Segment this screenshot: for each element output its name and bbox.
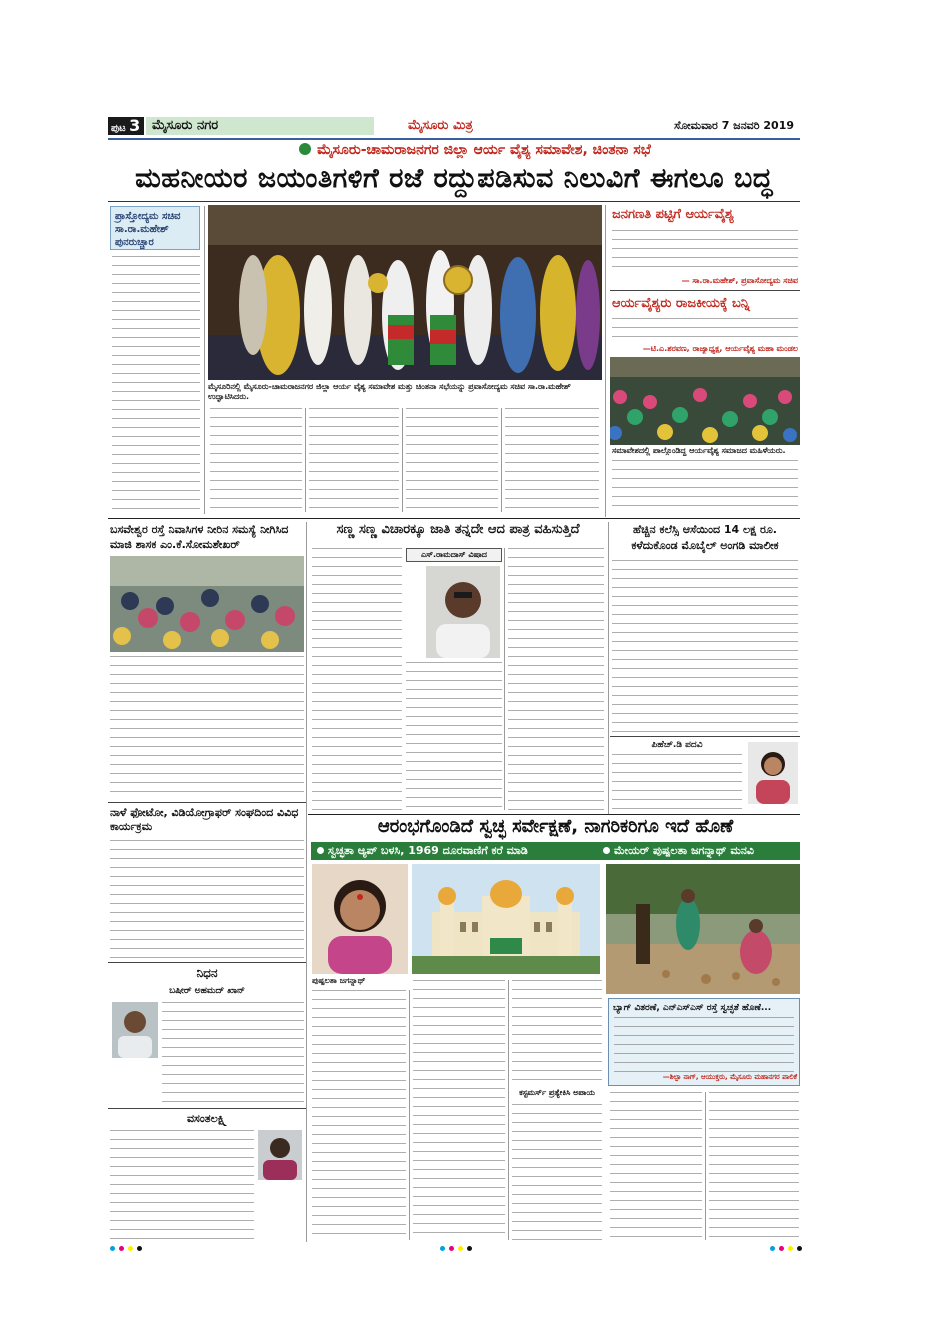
sidebar-census-title-text: ಜನಗಣತಿ ಪಟ್ಟಿಗೆ ಆರ್ಯವೈಶ್ಯ [612, 207, 734, 222]
column-rule [409, 990, 410, 1240]
sidebar-women-photo [610, 357, 800, 445]
kicker-bullet-icon [299, 143, 311, 155]
phd-credit: ಪಿಹೆಚ್.ಡಿ ಪದವಿ [651, 740, 703, 750]
registration-dots-right [770, 1246, 802, 1251]
mobile-shop-text [612, 560, 798, 732]
swachh-band [311, 842, 800, 860]
lead-kicker [185, 142, 765, 164]
basaveshwara-text [110, 656, 304, 798]
registration-dots-left [110, 1246, 142, 1251]
swachh-column-4-text [610, 1092, 702, 1240]
page-number: 3 [129, 116, 141, 135]
swachh-column-1-text [312, 990, 406, 1240]
page-label: ಪುಟ [111, 123, 126, 134]
column-rule [705, 1092, 706, 1240]
street-cleaning-photo [606, 864, 800, 994]
lead-byline-box [110, 206, 200, 250]
photographers-title [110, 806, 304, 836]
column-rule [306, 522, 307, 1242]
cyan-dot-icon [110, 1246, 115, 1251]
mobile-shop-title [612, 522, 798, 556]
column-rule [605, 205, 606, 517]
column-rule [608, 522, 609, 814]
bag-distribution-box [608, 998, 800, 1086]
column-rule [204, 206, 205, 514]
caste-column-3-text [508, 548, 604, 810]
mayor-photo [312, 864, 408, 974]
black-dot-icon [797, 1246, 802, 1251]
photographers-text [110, 840, 304, 958]
bag-box-text [614, 1017, 794, 1073]
sidebar-census-title [612, 207, 798, 227]
swachh-column-3b-text [512, 1104, 602, 1240]
column-rule [508, 980, 509, 1240]
phd-text [612, 754, 742, 810]
swachh-band-right [603, 842, 754, 860]
bag-box-title: ಬ್ಯಾಗ್ ವಿತರಣೆ, ಎನ್ಎಸ್ಎಸ್ ರಸ್ತೆ ಸ್ವಚ್ಛತೆ ಹೊಣೆ... [613, 1003, 772, 1013]
yellow-dot-icon [458, 1246, 463, 1251]
swachh-column-3-text [512, 980, 602, 1084]
obituary-text [162, 1002, 304, 1104]
mayor-caption: ಪುಷ್ಪಲತಾ ಜಗನ್ನಾಥ್ [312, 976, 366, 985]
yellow-dot-icon [128, 1246, 133, 1251]
sidebar-women-text [612, 460, 798, 514]
phd-photo-graphic [748, 742, 798, 804]
lead-photo [208, 205, 602, 380]
swachh-headline-text: ಆರಂಭಗೊಂಡಿದೆ ಸ್ವಚ್ಛ ಸರ್ವೇಕ್ಷಣೆ, ನಾಗರಿಕರಿಗೂ ಇದೆ ಹೊಣೆ [377, 816, 734, 837]
story-rule [108, 802, 306, 803]
section-title: ಮೈಸೂರು ನಗರ [146, 117, 374, 135]
swachh-band-right-text: ಮೇಯರ್ ಪುಷ್ಪಲತಾ ಜಗನ್ನಾಥ್ ಮನವಿ [614, 844, 755, 857]
lead-column-5-text [505, 408, 599, 512]
sidebar-rule [610, 290, 800, 291]
sidebar-politics-credit: —ಟಿ.ಎ.ಶರವಣ, ರಾಜ್ಯಾಧ್ಯಕ್ಷ, ಆರ್ಯವೈಶ್ಯ ಮಹಾ ಮಂಡಲ [642, 344, 798, 353]
obituary-two-text [110, 1130, 254, 1240]
section-divider [308, 814, 800, 815]
sidebar-census-credit: — ಸಾ.ರಾ.ಮಹೇಶ್, ಪ್ರವಾಸೋದ್ಯಮ ಸಚಿವ [681, 276, 798, 285]
caste-title [310, 522, 606, 542]
water-queue-photo [110, 556, 304, 652]
column-rule [305, 408, 306, 512]
swachh-band-left-text: ಸ್ವಚ್ಛತಾ ಆ್ಯಪ್ ಬಳಸಿ, 1969 ದೂರವಾಣಿಗೆ ಕರೆ ಮಾಡಿ [328, 844, 528, 857]
city-hall-photo [412, 864, 600, 974]
caste-title-text: ಸಣ್ಣ ಸಣ್ಣ ವಿಚಾರಕ್ಕೂ ಜಾತಿ ತನ್ನದೇ ಆದ ಪಾತ್ರ ವಹಿಸುತ್ತಿದೆ [336, 522, 580, 537]
yellow-dot-icon [788, 1246, 793, 1251]
mobile-shop-title-text: ಹೆಚ್ಚಿನ ಕಲೆಸ್ಸಿ ಆಸೆಯಿಂದ 14 ಲಕ್ಷ ರೂ. ಕಳೆದುಕೊಂಡ ಮೊಬೈಲ್ ಅಂಗಡಿ ಮಾಲೀಕ [631, 523, 779, 552]
obituary-two-photo [258, 1130, 302, 1180]
section-divider [108, 518, 800, 519]
caste-person-label: ಎಸ್.ರಾಮದಾಸ್ ವಿಷಾದ [406, 548, 502, 562]
band-bullet-icon [317, 847, 324, 854]
cyan-dot-icon [440, 1246, 445, 1251]
story-rule [108, 962, 306, 963]
bag-box-credit: —ಶಿಲ್ಪಾ ನಾಗ್, ಆಯುಕ್ತರು, ಮೈಸೂರು ಮಹಾನಗರ ಪಾಲಿಕೆ [662, 1073, 797, 1081]
sidebar-women-photo-graphic [610, 357, 800, 445]
lead-column-3-text [309, 408, 399, 512]
sidebar-politics-text [612, 318, 798, 344]
swachh-headline [311, 816, 800, 840]
masthead-rule [108, 138, 800, 140]
mayor-photo-graphic [312, 864, 408, 974]
page-number-badge [108, 117, 144, 135]
column-rule [504, 548, 505, 810]
magenta-dot-icon [119, 1246, 124, 1251]
basaveshwara-title [110, 522, 304, 554]
column-rule [501, 408, 502, 512]
magenta-dot-icon [779, 1246, 784, 1251]
ramdas-photo-graphic [426, 566, 500, 658]
obituary-photo [112, 1002, 158, 1058]
caste-column-1-text [312, 548, 402, 810]
story-rule [610, 736, 800, 737]
city-hall-photo-graphic [412, 864, 600, 974]
obituary-title: ನಿಧನ [196, 966, 218, 980]
obituary-name: ಬಷೀರ್ ಅಹಮದ್ ಖಾನ್ [169, 986, 245, 996]
lead-column-2-text [210, 408, 302, 512]
sidebar-politics-title [612, 296, 798, 316]
band-bullet-icon [603, 847, 610, 854]
photographers-title-text: ನಾಳೆ ಫೋಟೋ, ವಿಡಿಯೋಗ್ರಾಫರ್ ಸಂಘದಿಂದ ವಿವಿಧ ಕಾರ್ಯಕ್ರಮ [110, 806, 299, 833]
lead-column-1-text [112, 256, 200, 514]
swachh-column-2-text [413, 980, 505, 1240]
column-rule [402, 408, 403, 512]
story-rule [108, 1108, 306, 1109]
lead-byline: ಪ್ರಾಸ್ತೋದ್ಯಮ ಸಚಿವ ಸಾ.ರಾ.ಮಹೇಶ್ ಪುನರುಚ್ಚಾರ [115, 211, 181, 248]
sidebar-women-caption: ಸಮಾವೇಶದಲ್ಲಿ ಪಾಲ್ಗೊಂಡಿದ್ದ ಆರ್ಯವೈಶ್ಯ ಸಮಾಜದ ಮಹಿಳೆಯರು. [612, 446, 786, 455]
lead-kicker-text: ಮೈಸೂರು-ಚಾಮರಾಜನಗರ ಜಿಲ್ಲಾ ಆರ್ಯ ವೈಶ್ಯ ಸಮಾವೇಶ, ಚಿಂತನಾ ಸಭೆ [317, 142, 651, 158]
black-dot-icon [137, 1246, 142, 1251]
lead-column-4-text [406, 408, 498, 512]
cyan-dot-icon [770, 1246, 775, 1251]
obituary-photo-graphic [112, 1002, 158, 1058]
lead-photo-caption: ಮೈಸೂರಿನಲ್ಲಿ ಮೈಸೂರು-ಚಾಮರಾಜನಗರ ಜಿಲ್ಲಾ ಆರ್ಯ ವೈಶ್ಯ ಸಮಾವೇಶ ಮತ್ತು ಚಿಂತನಾ ಸಭೆಯನ್ನು ಪ್ರವಾಸೋದ್ಯಮ ಸಚಿವ ಸಾ.ರಾ.ಮಹೇಶ್ ಉದ್ಘಾಟಿಸಿದರು. [208, 382, 571, 401]
obituary-two-photo-graphic [258, 1130, 302, 1180]
water-queue-photo-graphic [110, 556, 304, 652]
headline-rule [108, 201, 800, 202]
lead-photo-graphic [208, 205, 602, 380]
issue-date: ಸೋಮವಾರ 7 ಜನವರಿ 2019 [674, 119, 794, 132]
registration-dots-center [440, 1246, 472, 1251]
black-dot-icon [467, 1246, 472, 1251]
basaveshwara-title-text: ಬಸವೇಶ್ವರ ರಸ್ತೆ ನಿವಾಸಿಗಳ ನೀರಿನ ಸಮಸ್ಯೆ ನೀಗಿಸಿದ ಮಾಜಿ ಶಾಸಕ ಎಂ.ಕೆ.ಸೋಮಶೇಖರ್ [110, 523, 289, 551]
street-cleaning-photo-graphic [606, 864, 800, 994]
swachh-band-left [317, 842, 528, 860]
sidebar-politics-title-text: ಆರ್ಯವೈಶ್ಯರು ರಾಜಕೀಯಕ್ಕೆ ಬನ್ನಿ [612, 296, 750, 311]
lead-headline: ಮಹನೀಯರ ಜಯಂತಿಗಳಿಗೆ ರಜೆ ರದ್ದುಪಡಿಸುವ ನಿಲುವಿಗೆ ಈಗಲೂ ಬದ್ಧ [135, 163, 773, 194]
caste-column-2-text [406, 662, 502, 810]
masthead [108, 117, 800, 137]
magenta-dot-icon [449, 1246, 454, 1251]
swachh-subhead: ಕಸ್ಟಮರ್ಸ್ ಪ್ರತ್ಯೇಕಿಸಿ ಅಪಾಯ [519, 1088, 595, 1097]
sidebar-census-text [612, 230, 798, 274]
phd-photo [748, 742, 798, 804]
newspaper-name: ಮೈಸೂರು ಮಿತ್ರ [408, 118, 473, 133]
ramdas-photo [426, 566, 500, 658]
swachh-column-5-text [709, 1092, 799, 1240]
obituary-two-title: ವಸಂತಲಕ್ಷ್ಮಿ [186, 1112, 228, 1125]
